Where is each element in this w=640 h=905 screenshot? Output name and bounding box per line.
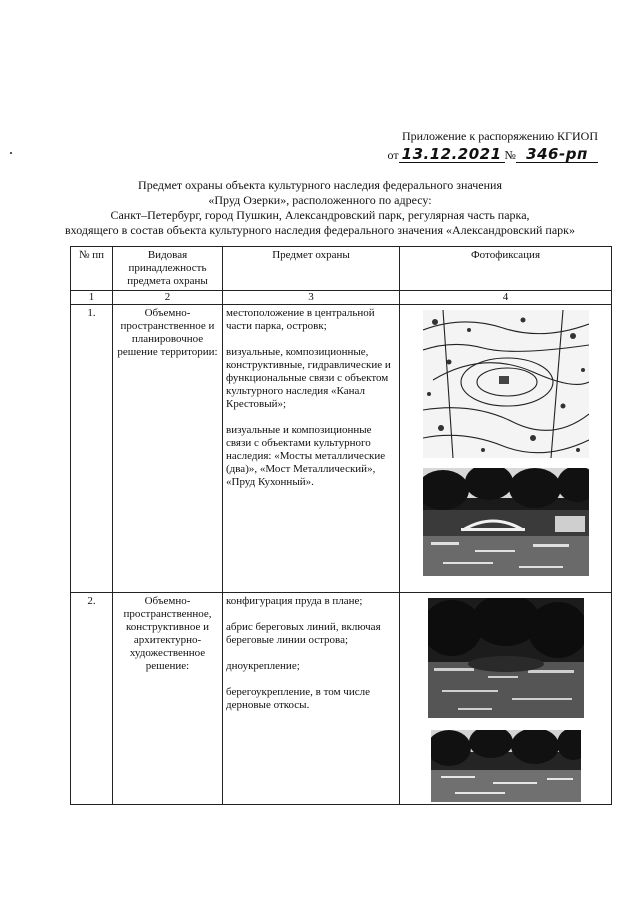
title-line-2: «Пруд Озерки», расположенного по адресу:	[208, 193, 432, 207]
header-num: № пп	[71, 247, 113, 291]
column-index-row	[71, 291, 612, 305]
row-photos	[400, 593, 612, 805]
title-line-1: Предмет охраны объекта культурного наследия федерального значения	[138, 178, 502, 192]
row-subject	[223, 593, 400, 805]
appendix-date: 13.12.2021	[399, 146, 505, 163]
table-row	[71, 305, 612, 593]
row-type: Объемно-пространственное, конструктивное и архитектурно-художественное решение:	[113, 593, 223, 805]
title-line-4: входящего в состав объекта культурного наследия федерального значения «Александровский парк»	[64, 223, 575, 237]
header-photo: Фотофиксация	[400, 247, 612, 291]
row-num: 2.	[71, 593, 113, 805]
header-subject: Предмет охраны	[223, 247, 400, 291]
site-plan-image	[423, 310, 589, 458]
appendix-reference	[388, 146, 598, 163]
row-photos	[400, 305, 612, 593]
subject-item: берегоукрепление, в том числе дерновые откосы.	[226, 686, 370, 711]
table-row	[71, 593, 612, 805]
appendix-number: 346-рп	[516, 146, 598, 163]
subject-item: конфигурация пруда в плане;	[226, 595, 363, 607]
row-subject	[223, 305, 400, 593]
appendix-prefix: от	[387, 148, 399, 162]
appendix-header	[388, 128, 598, 163]
col-index-2: 2	[113, 291, 223, 305]
appendix-title: Приложение к распоряжению КГИОП	[401, 129, 598, 143]
col-index-3: 3	[223, 291, 400, 305]
header-type: Видовая принадлежность предмета охраны	[113, 247, 223, 291]
pond-trees-photo	[428, 598, 584, 718]
document-title	[40, 178, 600, 238]
scan-mark	[10, 152, 12, 154]
pond-bridge-photo	[423, 468, 589, 576]
row-num: 1.	[71, 305, 113, 593]
pond-shore-photo	[431, 730, 581, 802]
subject-item: визуальные и композиционные связи с объектами культурного наследия: «Мосты металлические (два)», «Мост Металлический», «Пруд Кухонный».	[226, 424, 386, 488]
subject-item: дноукрепление;	[226, 660, 300, 672]
title-line-3: Санкт–Петербург, город Пушкин, Александровский парк, регулярная часть парка,	[110, 208, 530, 222]
col-index-1: 1	[71, 291, 113, 305]
subject-item: абрис береговых линий, включая береговые линии острова;	[226, 621, 381, 646]
col-index-4: 4	[400, 291, 612, 305]
table-header-row	[71, 247, 612, 291]
row-type: Объемно-пространственное и планировочное решение территории:	[113, 305, 223, 593]
appendix-number-sign: №	[504, 148, 516, 162]
protection-subject-table	[70, 246, 612, 805]
subject-item: местоположение в центральной части парка, островк;	[226, 307, 375, 332]
subject-item: визуальные, композиционные, конструктивные, гидравлические и функциональные связи с объектом культурного наследия «Канал Крестовый»;	[226, 346, 391, 410]
